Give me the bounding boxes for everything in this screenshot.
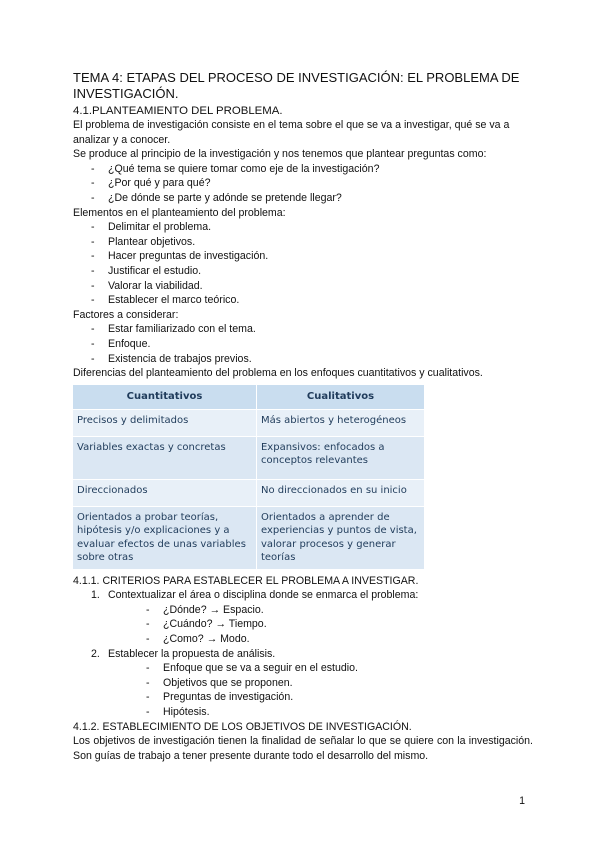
questions-list [73, 162, 533, 206]
paragraph-definition: El problema de investigación consiste en el tema sobre el que se va a investigar, qué se va a analizar y a conocer. [73, 119, 510, 146]
list-item-text: Establecer la propuesta de análisis. [108, 647, 276, 660]
table-cell: Orientados a aprender de experiencias y puntos de vista, valorar procesos y generar teorías [256, 506, 424, 569]
list-item: - Estar familiarizado con el tema. [91, 322, 533, 337]
list-item: - ¿Por qué y para qué? [91, 176, 533, 191]
list-item: - Valorar la viabilidad. [91, 279, 533, 294]
list-item: - Establecer el marco teórico. [91, 293, 533, 308]
list-item: - Enfoque. [91, 337, 533, 352]
list-item: - Delimitar el problema. [91, 220, 533, 235]
list-item: - Justificar el estudio. [91, 264, 533, 279]
list-item: - Enfoque que se va a seguir en el estudio. [146, 661, 533, 676]
list-item: - ¿Cuándo? → Tiempo. [146, 617, 533, 632]
list-item: - ¿Como? → Modo. [146, 632, 533, 647]
paragraph-objectives: Los objetivos de investigación tienen la finalidad de señalar lo que se quiere con la investigación. Son guías de trabajo a tener presente durante todo el desarrollo del mismo. [73, 735, 533, 762]
list-item: - Hipótesis. [146, 705, 533, 720]
list-item: - Preguntas de investigación. [146, 690, 533, 705]
section-heading-4-1-2: 4.1.2. ESTABLECIMIENTO DE LOS OBJETIVOS DE INVESTIGACIÓN. [73, 720, 412, 733]
list-item [91, 647, 533, 720]
list-number: 1. [91, 589, 100, 602]
section-heading-4-1-1: 4.1.1. CRITERIOS PARA ESTABLECER EL PROBLEMA A INVESTIGAR. [73, 574, 419, 587]
document-page [73, 70, 533, 763]
list-item-text: Contextualizar el área o disciplina donde se enmarca el problema: [108, 589, 419, 602]
list-item: - Plantear objetivos. [91, 235, 533, 250]
list-item: - ¿De dónde se parte y adónde se pretende llegar? [91, 191, 533, 206]
paragraph-table-intro: Diferencias del planteamiento del problema en los enfoques cuantitativos y cualitativos. [73, 367, 483, 380]
list-number: 2. [91, 647, 100, 660]
elements-list [73, 220, 533, 308]
list-item: - Objetivos que se proponen. [146, 676, 533, 691]
sub-list [108, 603, 533, 647]
list-item [91, 588, 533, 646]
list-item: - ¿Dónde? → Espacio. [146, 603, 533, 618]
table-cell: Más abiertos y heterogéneos [256, 409, 424, 436]
table-header: Cuantitativos [73, 385, 256, 410]
list-item: - Existencia de trabajos previos. [91, 352, 533, 367]
table-header: Cualitativos [256, 385, 424, 410]
table-cell: Direccionados [73, 479, 256, 506]
sub-list [108, 661, 533, 719]
paragraph-questions-intro: Se produce al principio de la investigación y nos tenemos que plantear preguntas como: [73, 148, 487, 161]
criteria-list [73, 588, 533, 719]
list-item: - Hacer preguntas de investigación. [91, 249, 533, 264]
table-cell: Orientados a probar teorías, hipótesis y/o explicaciones y a evaluar efectos de unas variables sobre otras [73, 506, 256, 569]
list-item: - ¿Qué tema se quiere tomar como eje de la investigación? [91, 162, 533, 177]
table-cell: Expansivos: enfocados a conceptos relevantes [256, 436, 424, 479]
table-cell: Variables exactas y concretas [73, 436, 256, 479]
comparison-table [73, 385, 425, 569]
factors-list [73, 322, 533, 366]
table-cell: Precisos y delimitados [73, 409, 256, 436]
section-heading-4-1: 4.1.PLANTEAMIENTO DEL PROBLEMA. [73, 105, 283, 117]
paragraph-elements-intro: Elementos en el planteamiento del problema: [73, 206, 286, 219]
table-cell: No direccionados en su inicio [256, 479, 424, 506]
paragraph-factors-intro: Factores a considerar: [73, 308, 179, 321]
page-title: TEMA 4: ETAPAS DEL PROCESO DE INVESTIGACIÓN: EL PROBLEMA DE INVESTIGACIÓN. [73, 70, 520, 101]
page-number: 1 [519, 795, 525, 807]
